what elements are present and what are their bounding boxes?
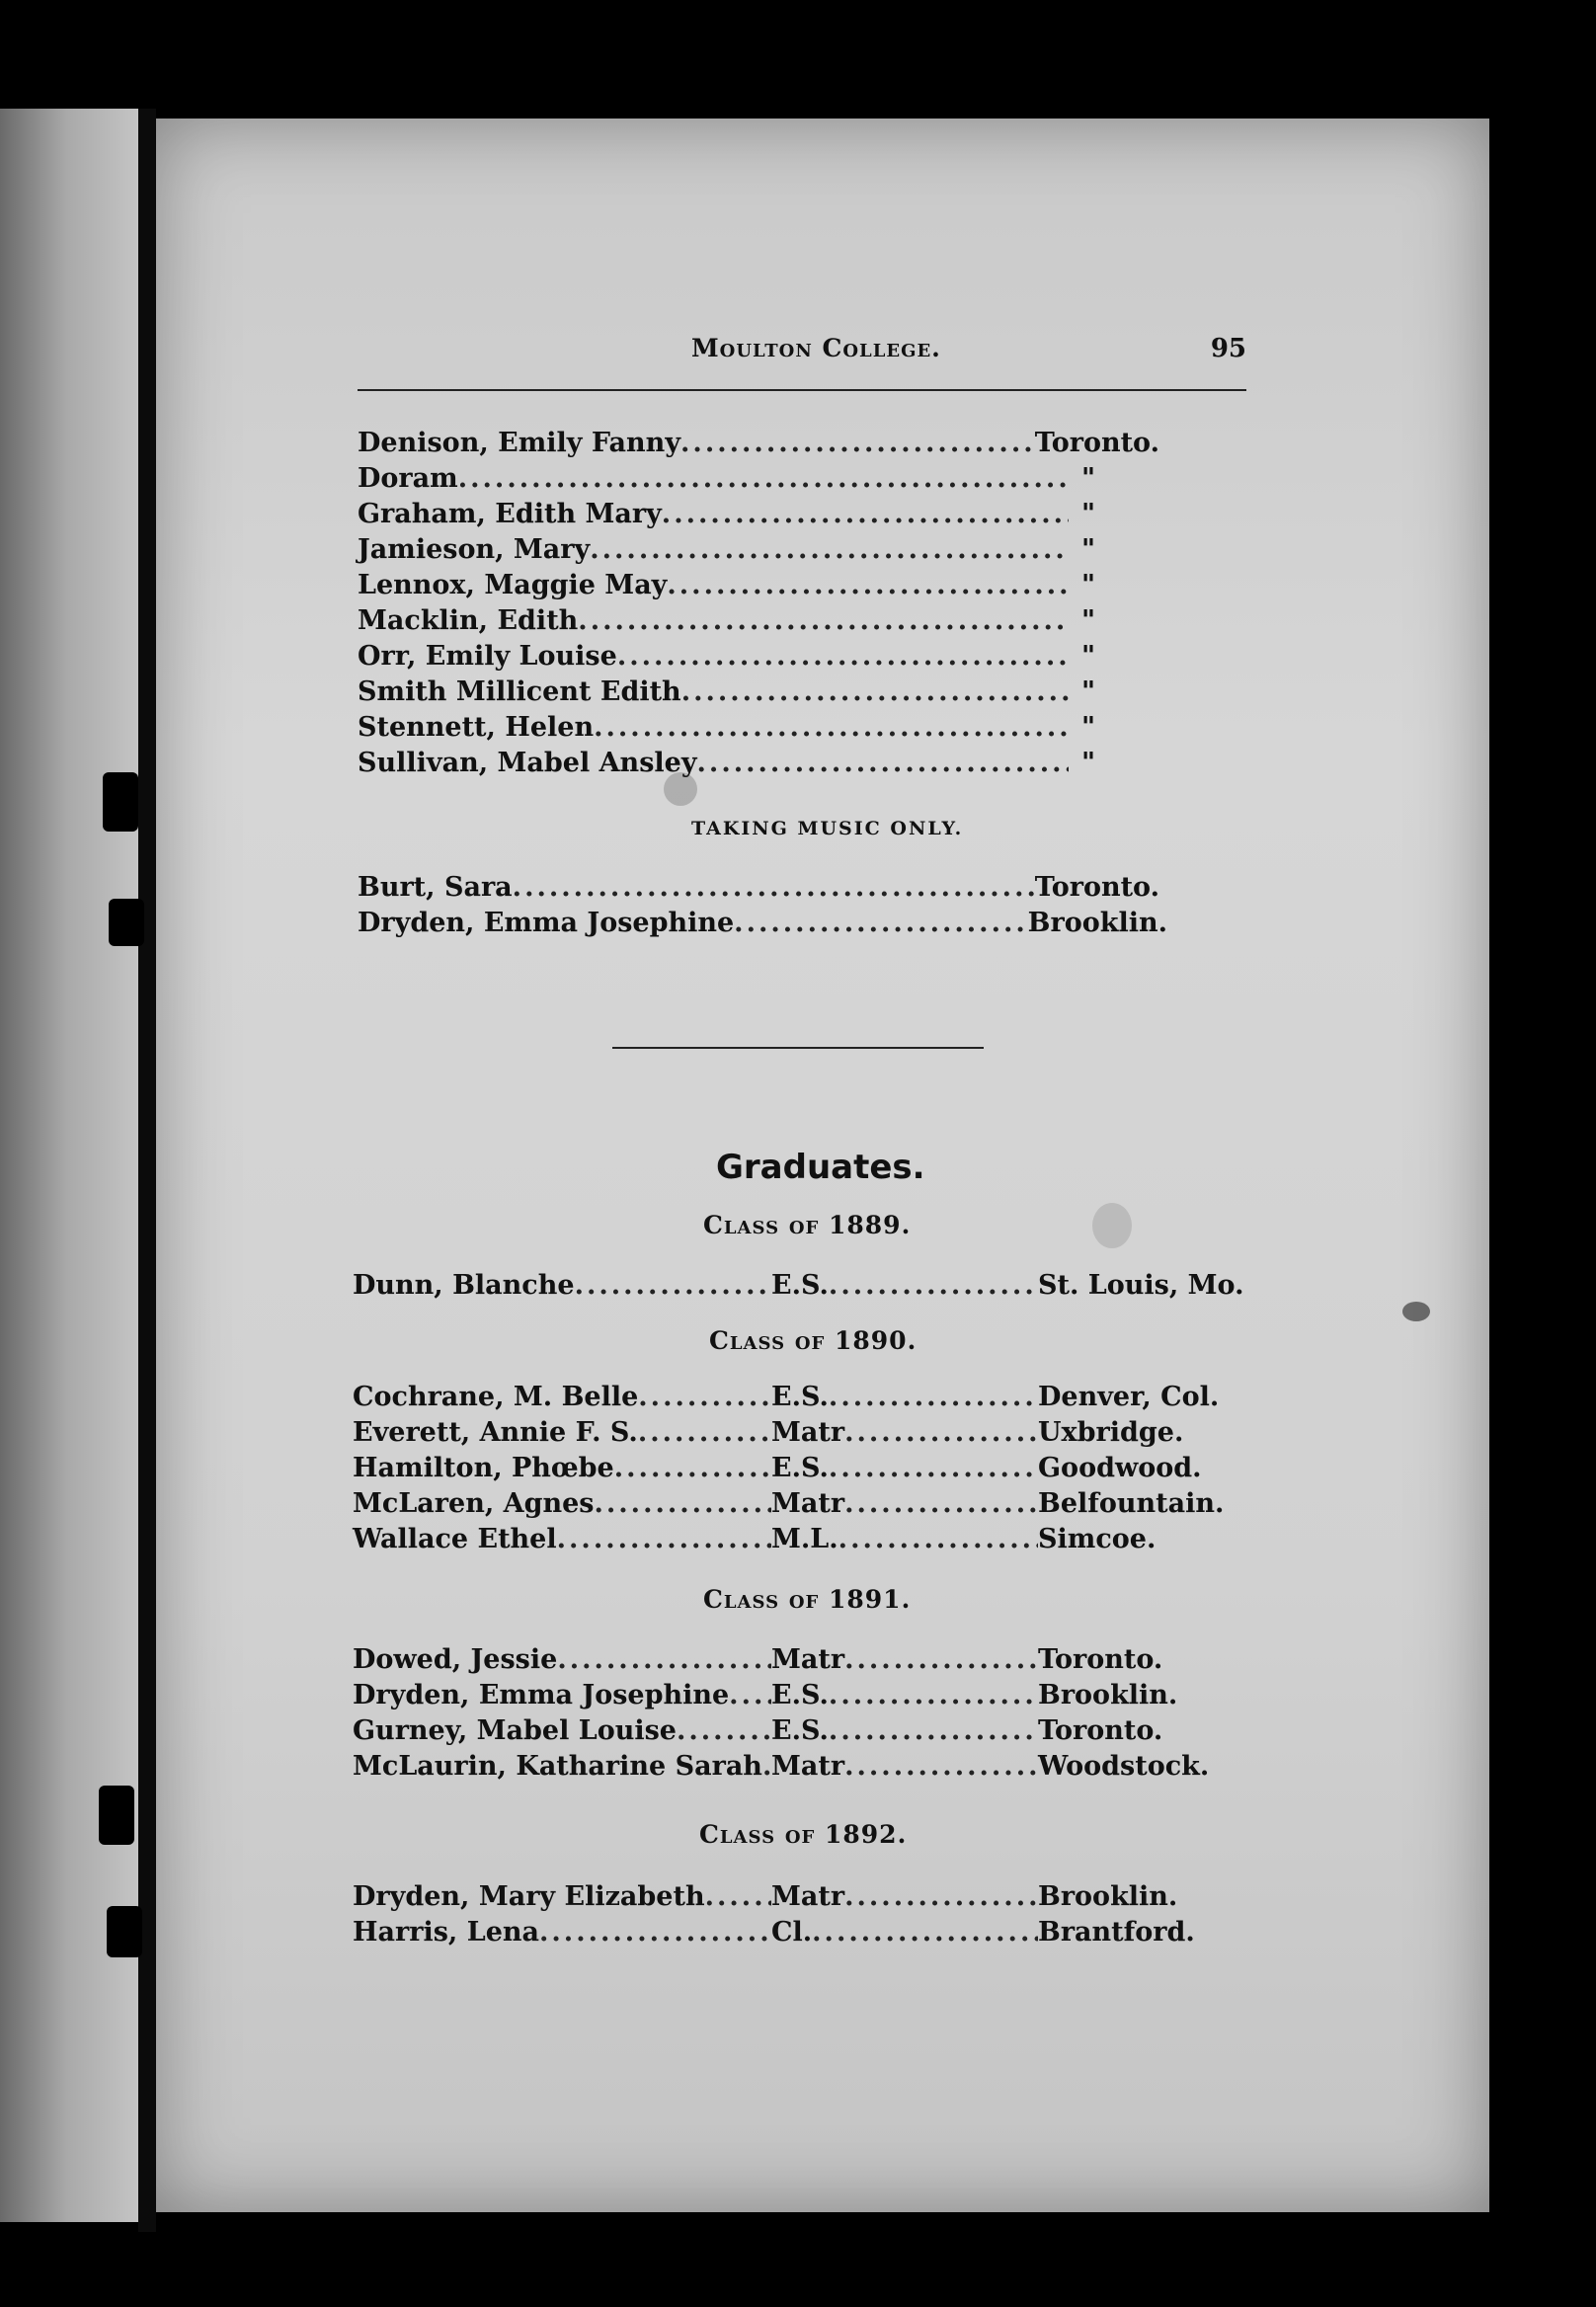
- graduate-row: Dryden, Emma Josephine ..... E.S. ..... Brooklin.: [353, 1679, 1222, 1712]
- list-item: Dryden, Emma Josephine ..... Brooklin.: [358, 907, 1167, 940]
- binding-clip: [107, 1906, 142, 1957]
- graduate-row: Gurney, Mabel Louise ..... E.S. ..... Toronto.: [353, 1714, 1222, 1748]
- class-heading: Class of 1890.: [709, 1326, 918, 1355]
- running-title: Moulton College.: [691, 334, 941, 362]
- list-item: Burt, Sara ..... Toronto.: [358, 871, 1159, 905]
- list-item: Lennox, Maggie May ..... ": [358, 569, 1108, 602]
- section-divider: [612, 1047, 984, 1049]
- graduate-row: Hamilton, Phœbe ..... E.S. ..... Goodwood.: [353, 1452, 1222, 1485]
- ink-stain: [1402, 1302, 1430, 1321]
- list-item: Macklin, Edith ..... ": [358, 604, 1108, 638]
- class-heading: Class of 1891.: [703, 1585, 912, 1614]
- graduates-title: Graduates.: [716, 1148, 925, 1187]
- header-rule: [358, 389, 1246, 391]
- running-head: [356, 334, 1246, 373]
- class-heading: Class of 1892.: [699, 1820, 908, 1849]
- graduate-row: Cochrane, M. Belle ..... E.S. ..... Denver, Col.: [353, 1381, 1222, 1414]
- graduate-row: McLaren, Agnes ..... Matr ..... Belfountain.: [353, 1487, 1222, 1521]
- list-item: Stennett, Helen ..... ": [358, 711, 1108, 745]
- music-heading: TAKING MUSIC ONLY.: [691, 818, 964, 839]
- list-item: Smith Millicent Edith ..... ": [358, 676, 1108, 709]
- binding-clip: [109, 899, 144, 946]
- class-heading: Class of 1889.: [703, 1211, 912, 1239]
- list-item: Denison, Emily Fanny ..... Toronto.: [358, 427, 1159, 460]
- binding-clip: [99, 1786, 134, 1845]
- facing-page-edge: [0, 109, 148, 2222]
- ink-stain: [664, 772, 697, 806]
- graduate-row: Dryden, Mary Elizabeth ..... Matr ..... Brooklin.: [353, 1880, 1222, 1914]
- list-item: Graham, Edith Mary ..... ": [358, 498, 1108, 531]
- list-item: Doram ..... ": [358, 462, 1108, 496]
- graduate-row: Harris, Lena ..... Cl. ..... Brantford.: [353, 1916, 1222, 1949]
- ink-stain: [1092, 1203, 1132, 1248]
- page-number: 95: [1210, 334, 1246, 363]
- list-item: Sullivan, Mabel Ansley ..... ": [358, 747, 1108, 780]
- graduate-row: Wallace Ethel ..... M.L. ..... Simcoe.: [353, 1523, 1222, 1556]
- graduate-row: McLaurin, Katharine Sarah ..... Matr ..... Woodstock.: [353, 1750, 1222, 1784]
- binding-clip: [103, 772, 138, 832]
- list-item: Orr, Emily Louise ..... ": [358, 640, 1108, 674]
- graduate-row: Everett, Annie F. S. ..... Matr ..... Uxbridge.: [353, 1416, 1222, 1450]
- list-item: Jamieson, Mary ..... ": [358, 533, 1108, 567]
- graduate-row: Dunn, Blanche ..... E.S. ..... St. Louis, Mo.: [353, 1269, 1222, 1303]
- graduate-row: Dowed, Jessie ..... Matr ..... Toronto.: [353, 1643, 1222, 1677]
